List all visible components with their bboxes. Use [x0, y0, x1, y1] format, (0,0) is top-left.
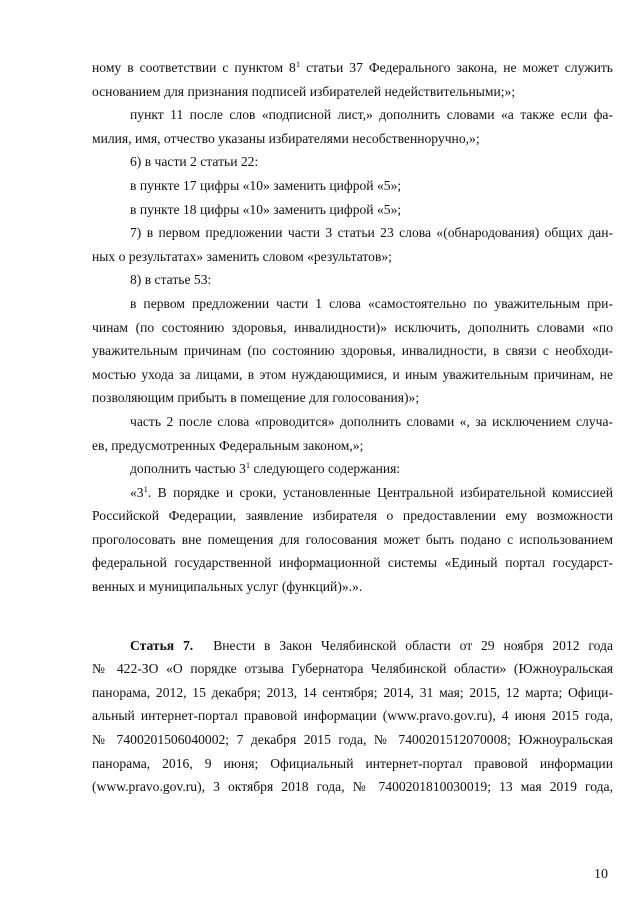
text-line: ев, предусмотренных Федеральным законом,»;	[92, 437, 364, 453]
text-line: Российской Федерации, заявление избирателя о предоставлении ему возможности	[92, 508, 613, 524]
text-line: проголосовать вне помещения для голосования может быть подано с использованием	[92, 531, 613, 547]
text-line: позволяющим прибыть в помещение для голосования)»;	[92, 390, 420, 406]
text-line: чинам (по состоянию здоровья, инвалидности)» исключить, дополнить словами «по	[92, 319, 613, 335]
text-line: ному в соответствии с пунктом $8^1$ статьи 37 Федерального закона, не может служить	[92, 59, 614, 75]
text-line: милия, имя, отчество указаны избирателями несобственноручно,»;	[92, 130, 480, 146]
superscript: 1	[245, 460, 251, 471]
superscript: 1	[295, 59, 301, 69]
text-line: панорама, 2012, 15 декабря; 2013, 14 сентября; 2014, 31 мая; 2015, 12 марта; Офици-	[92, 684, 613, 700]
superscript: 1	[143, 483, 148, 494]
article-heading-line: Статья 7. Внести в Закон Челябинской области от 29 ноября 2012 года	[130, 637, 613, 653]
text-line: «$3^1$. В порядке и сроки, установленные Центральной избирательной комиссией	[130, 483, 613, 500]
article-label: Статья 7.	[130, 637, 194, 653]
text-line: дополнить частью $3^1$ следующего содержания:	[130, 460, 401, 477]
text-line: пункт 11 после слов «подписной лист,» дополнить словами «а также если фа-	[130, 107, 613, 123]
text-line: № 7400201506040002; 7 декабря 2015 года, № 7400201512070008; Южноуральская	[92, 732, 613, 748]
text-line: федеральной государственной информационной системы «Единый портал государст-	[92, 555, 613, 571]
text-line: мостью ухода за лицами, в этом нуждающимися, и иным уважительным причинам, не	[92, 366, 613, 382]
text-line: в пункте 18 цифры «10» заменить цифрой «5»;	[130, 201, 402, 217]
text-line: № 422-ЗО «О порядке отзыва Губернатора Челябинской области» (Южноуральская	[92, 661, 613, 677]
text-line: ных о результатах» заменить словом «результатов»;	[92, 248, 392, 264]
text-line: в первом предложении части 1 слова «самостоятельно по уважительным при-	[130, 295, 613, 311]
text-line: (www.pravo.gov.ru), 3 октября 2018 года, № 7400201810030019; 13 мая 2019 года,	[92, 779, 613, 795]
text-line: уважительным причинам (по состоянию здоровья, инвалидности, в связи с необходи-	[92, 343, 613, 359]
text-line: часть 2 после слова «проводится» дополнить словами «, за исключением случа-	[130, 413, 613, 429]
text-line: 8) в статье 53:	[130, 272, 212, 288]
page-number: 10	[594, 867, 608, 882]
document-body	[92, 56, 613, 799]
text-line: панорама, 2016, 9 июня; Официальный интернет-портал правовой информации	[92, 755, 613, 771]
text-line: 6) в части 2 статьи 22:	[130, 154, 259, 170]
text-line: венных и муниципальных услуг (функций)».».	[92, 579, 363, 595]
text-line: в пункте 17 цифры «10» заменить цифрой «5»;	[130, 177, 402, 193]
paragraph-gap	[92, 599, 613, 634]
text-line: основанием для признания подписей избирателей недействительными;»;	[92, 83, 516, 99]
text-line: альный интернет-портал правовой информации (www.pravo.gov.ru), 4 июня 2015 года,	[92, 708, 613, 724]
text-line: 7) в первом предложении части 3 статьи 23 слова «(обнародования) общих дан-	[130, 225, 613, 241]
